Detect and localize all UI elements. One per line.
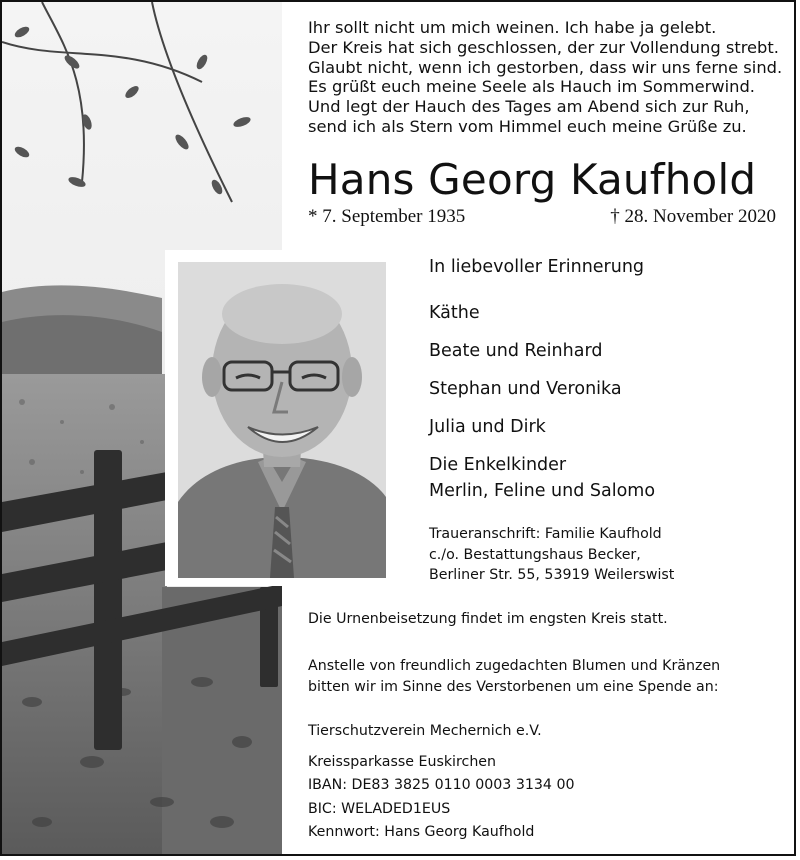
- mourner-name: Die Enkelkinder: [429, 455, 567, 475]
- bic: BIC: WELADED1EUS: [308, 800, 451, 817]
- mourner-name: Stephan und Veronika: [429, 379, 622, 399]
- poem-line: send ich als Stern vom Himmel euch meine Grüße zu.: [308, 116, 747, 136]
- donation-request-line: bitten wir im Sinne des Verstorbenen um eine Spende an:: [308, 678, 719, 695]
- birth-date: * 7. September 1935: [308, 206, 466, 227]
- address-line: Berliner Str. 55, 53919 Weilerswist: [429, 567, 675, 583]
- poem: [308, 18, 788, 137]
- iban: IBAN: DE83 3825 0110 0003 3134 00: [308, 777, 575, 793]
- mourning-address: [429, 524, 674, 586]
- donation-request: [308, 656, 720, 697]
- poem-line: Der Kreis hat sich geschlossen, der zur Vollendung strebt.: [308, 37, 779, 57]
- address-line: c./o. Bestattungshaus Becker,: [429, 546, 641, 563]
- burial-notice-text: Die Urnenbeisetzung findet im engsten Kreis statt.: [308, 611, 668, 627]
- poem-line: Ihr sollt nicht um mich weinen. Ich habe ja gelebt.: [308, 18, 717, 37]
- address-line: Traueranschrift: Familie Kaufhold: [429, 526, 662, 542]
- mourner-name: Merlin, Feline und Salomo: [429, 481, 656, 501]
- remembrance-heading: In liebevoller Erinnerung: [429, 257, 645, 277]
- mourner-name: Beate und Reinhard: [429, 341, 603, 361]
- portrait-photo: [178, 262, 386, 578]
- poem-line: Glaubt nicht, wenn ich gestorben, dass wir uns ferne sind.: [308, 57, 783, 77]
- mourner-name: Julia und Dirk: [429, 417, 546, 437]
- deceased-name: Hans Georg Kaufhold: [308, 155, 757, 204]
- poem-line: Und legt der Hauch des Tages am Abend sich zur Ruh,: [308, 97, 750, 117]
- poem-line: Es grüßt euch meine Seele als Hauch im Sommerwind.: [308, 77, 755, 97]
- mourner-name: Käthe: [429, 303, 480, 323]
- donation-reference: Kennwort: Hans Georg Kaufhold: [308, 824, 535, 840]
- burial-notice: [308, 609, 668, 630]
- donation-recipient: Tierschutzverein Mechernich e.V.: [308, 723, 542, 739]
- donation-details: [308, 723, 575, 845]
- death-date: † 28. November 2020: [610, 206, 776, 227]
- bank-name: Kreissparkasse Euskirchen: [308, 753, 497, 770]
- donation-request-line: Anstelle von freundlich zugedachten Blumen und Kränzen: [308, 658, 721, 674]
